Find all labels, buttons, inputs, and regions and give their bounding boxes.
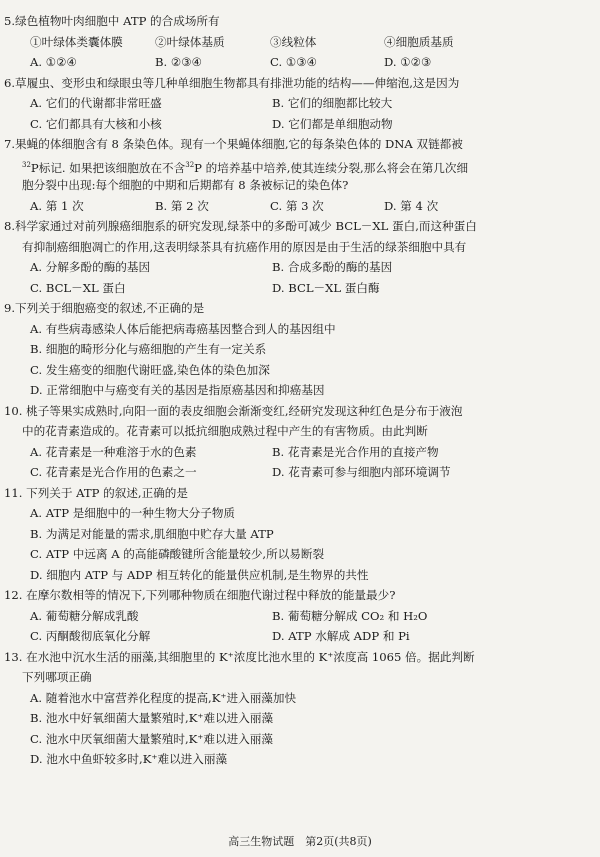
q10-options-row2 [0,463,600,484]
q10-stem-line2: 中的花青素造成的。花青素可以抵抗细胞成熟过程中产生的有害物质。由此判断 [22,424,428,438]
q12-option-a: A. 葡萄糖分解成乳酸 [30,608,139,623]
q10-option-d: D. 花青素可参与细胞内部环境调节 [272,465,451,479]
q13-option-c: C. 池水中厌氧细菌大量繁殖时,K⁺难以进入丽藻 [30,731,273,746]
q6-option-b: B. 它们的细胞都比较大 [272,96,393,110]
q8-option-b: B. 合成多酚的酶的基因 [272,260,393,274]
q9-stem: 9.下列关于细胞癌变的叙述,不正确的是 [4,301,205,315]
q13-stem-line2: 下列哪项正确 [22,670,92,684]
q5-item-3: ③线粒体 [270,34,317,49]
q7-stem-line2 [0,156,600,177]
q5-option-d: D. ①②③ [384,55,432,69]
q11-option-d: D. 细胞内 ATP 与 ADP 相互转化的能量供应机制,是生物界的共性 [30,567,369,582]
q5-item-2: ②叶绿体基质 [155,34,225,49]
q5-item-4: ④细胞质基质 [384,34,454,49]
q8-options-row2 [0,279,600,300]
q9-option-b: B. 细胞的畸形分化与癌细胞的产生有一定关系 [30,342,267,356]
q8-option-d: D. BCL－XL 蛋白酶 [272,280,380,295]
q12-options-row1 [0,607,600,628]
q5-option-b: B. ②③④ [155,55,203,69]
q5-option-c: C. ①③④ [270,55,318,69]
q5-option-a: A. ①②④ [30,55,77,69]
q6-option-a: A. 它们的代谢都非常旺盛 [30,96,162,110]
q13-option-a: A. 随着池水中富营养化程度的提高,K⁺进入丽藻加快 [30,690,297,705]
q11-option-c: C. ATP 中远离 A 的高能磷酸键所含能量较少,所以易断裂 [30,547,325,561]
q11-stem: 11. 下列关于 ATP 的叙述,正确的是 [4,485,188,500]
q6-options-row1 [0,94,600,115]
q5-stem: 5.绿色植物叶肉细胞中 ATP 的合成场所有 [4,14,220,28]
q6-option-d: D. 它们都是单细胞动物 [272,116,393,131]
q7-option-d: D. 第 4 次 [384,198,439,213]
q8-option-a: A. 分解多酚的酶的基因 [30,260,151,274]
q13-option-d: D. 池水中鱼虾较多时,K⁺难以进入丽藻 [30,752,228,766]
q8-option-c: C. BCL－XL 蛋白 [30,280,126,295]
q8-stem-line2: 有抑制癌细胞凋亡的作用,这表明绿茶具有抗癌作用的原因是由于生活的绿茶细胞中具有 [22,239,467,254]
q11-option-b: B. 为满足对能量的需求,肌细胞中贮存大量 ATP [30,526,274,541]
q5-item-1: ①叶绿体类囊体膜 [30,34,123,49]
q12-options-row2 [0,627,600,648]
q5-items [0,33,600,54]
q8-stem: 8.科学家通过对前列腺癌细胞系的研究发现,绿茶中的多酚可减少 BCL－XL 蛋白,而这种蛋白 [4,219,477,233]
page-footer: 高三生物试题 第2页(共8页) [228,835,372,848]
q8-options-row1 [0,258,600,279]
q9-option-d: D. 正常细胞中与癌变有关的基因是指原癌基因和抑癌基因 [30,383,325,397]
question-list [0,12,600,771]
q10-option-b: B. 花青素是光合作用的直接产物 [272,444,439,459]
q7-option-b: B. 第 2 次 [155,198,209,213]
q12-option-d: D. ATP 水解成 ADP 和 Pi [272,629,410,643]
q13-option-b: B. 池水中好氧细菌大量繁殖时,K⁺难以进入丽藻 [30,711,274,725]
q11-option-a: A. ATP 是细胞中的一种生物大分子物质 [30,506,236,520]
q7-stem-part-b: P 的培养基中培养,使其连续分裂,那么将会在第几次细 [194,160,469,175]
q12-option-c: C. 丙酮酸彻底氧化分解 [30,629,151,643]
q7-option-a: A. 第 1 次 [30,198,84,213]
q13-stem: 13. 在水池中沉水生活的丽藻,其细胞里的 K⁺浓度比池水里的 K⁺浓度高 1065 倍。据此判断 [4,649,475,664]
q7-sup-1: 32 [22,160,31,169]
q9-option-c: C. 发生癌变的细胞代谢旺盛,染色体的染色加深 [30,362,270,377]
q6-stem: 6.草履虫、变形虫和绿眼虫等几种单细胞生物都具有排泄功能的结构——伸缩泡,这是因为 [4,75,460,90]
q10-option-a: A. 花青素是一种难溶于水的色素 [30,444,197,459]
q7-stem-part-a: P标记. 如果把该细胞放在不含 [30,160,186,175]
q7-stem-line3: 胞分裂中出现:每个细胞的中期和后期都有 8 条被标记的染色体? [22,178,349,192]
q7-stem: 7.果蝇的体细胞含有 8 条染色体。现有一个果蝇体细胞,它的每条染色体的 DNA 双链都被 [4,137,463,151]
q10-options-row1 [0,443,600,464]
q7-sup-2: 32 [185,160,195,169]
q12-option-b: B. 葡萄糖分解成 CO₂ 和 H₂O [272,608,428,623]
q6-option-c: C. 它们都具有大核和小核 [30,116,162,131]
q9-option-a: A. 有些病毒感染人体后能把病毒癌基因整合到人的基因组中 [30,321,336,336]
q6-options-row2 [0,115,600,136]
q10-option-c: C. 花青素是光合作用的色素之一 [30,465,197,479]
q7-options [0,197,600,218]
q5-options [0,53,600,74]
q12-stem: 12. 在摩尔数相等的情况下,下列哪种物质在细胞代谢过程中释放的能量最少? [4,588,396,602]
q10-stem: 10. 桃子等果实成熟时,向阳一面的表皮细胞会渐渐变红,经研究发现这种红色是分布于液泡 [4,403,463,418]
q7-option-c: C. 第 3 次 [270,198,324,213]
